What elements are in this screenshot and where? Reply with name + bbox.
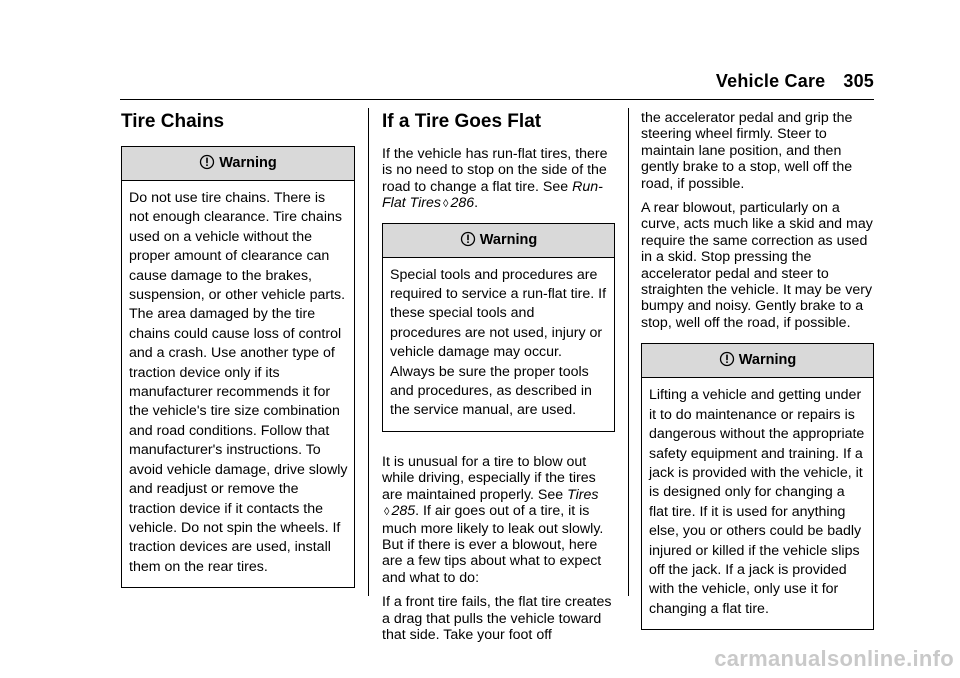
warning-title: Warning xyxy=(479,231,538,248)
warning-text: Do not use tire chains. There is not enough clearance. Tire chains used on a vehicle without the proper amount of clearance can cause damage to the brakes, suspension, or other vehicle parts. The area damaged by the tire chains could cause loss of control and a crash. Use another type of traction device only if its manufacturer recommends it for the vehicle's tire size combination and road conditions. Follow that manufacturer's instructions. To avoid vehicle damage, drive slowly and readjust or remove the traction device if it contacts the vehicle. Do not spin the wheels. If traction devices are used, install them on the rear tires. xyxy=(129,190,348,575)
warning-icon xyxy=(719,351,735,367)
intro-end: . xyxy=(474,195,479,212)
tire-chains-heading: Tire Chains xyxy=(121,111,225,132)
warning-icon xyxy=(460,231,476,247)
column-1 xyxy=(121,110,355,588)
warning-header xyxy=(383,224,614,258)
tires-page-ref[interactable]: 285 xyxy=(391,503,416,520)
blowout-text-start: It is unusual for a tire to blow out while driving, especially if the tires are maintained properly. See xyxy=(382,453,596,503)
warning-title: Warning xyxy=(738,352,797,369)
column-divider-1 xyxy=(368,108,369,596)
flat-tire-heading: If a Tire Goes Flat xyxy=(382,111,542,132)
warning-box-tire-chains xyxy=(121,146,355,588)
page-ref-symbol: ◊ xyxy=(384,506,390,519)
site-watermark: carmanualsonline.info xyxy=(714,646,954,671)
warning-box-jack xyxy=(641,343,874,630)
warning-text: Special tools and procedures are required to service a run-flat tire. If these special tools and procedures are not used, injury or vehicle damage may occur. Always be sure the proper tools and procedures, as described in the service manual, are used. xyxy=(390,266,607,419)
front-tire-paragraph: If a front tire fails, the flat tire creates a drag that pulls the vehicle toward that side. Take your foot off xyxy=(382,594,612,643)
run-flat-page-ref[interactable]: 286 xyxy=(450,195,475,212)
warning-header xyxy=(122,147,354,181)
blowout-paragraph xyxy=(382,454,615,586)
section-title: Vehicle Care xyxy=(715,71,826,91)
steering-paragraph: the accelerator pedal and grip the steering wheel firmly. Steer to maintain lane position, and then gently brake to a stop, well off the road, if possible. xyxy=(641,110,853,192)
header-rule xyxy=(120,99,874,100)
blowout-text-end: . If air goes out of a tire, it is much more likely to leak out slowly. But if there is ever a blowout, here are a few tips about what to expect and what to do: xyxy=(382,503,604,586)
warning-text: Lifting a vehicle and getting under it to do maintenance or repairs is dangerous without the appropriate safety equipment and training. If a jack is provided with the vehicle, it is designed only for changing a flat tire. If it is used for anything else, you or others could be badly injured or killed if the vehicle slips off the jack. If a jack is provided with the vehicle, only use it for changing a flat tire. xyxy=(649,387,865,617)
page-ref-symbol: ◊ xyxy=(443,198,449,211)
rear-blowout-paragraph: A rear blowout, particularly on a curve, acts much like a skid and may require the same correction as used in a skid. Stop pressing the accelerator pedal and steer to straighten the vehicle. It may be very bumpy and noisy. Gently brake to a stop, well off the road, if possible. xyxy=(641,200,873,331)
intro-paragraph xyxy=(382,146,615,213)
column-3 xyxy=(641,110,874,630)
warning-icon xyxy=(199,154,215,170)
warning-box-run-flat xyxy=(382,223,615,432)
run-flat-tires-link[interactable]: Run-Flat Tires xyxy=(382,178,603,212)
page-number: 305 xyxy=(843,71,874,91)
column-divider-2 xyxy=(628,108,629,596)
warning-header xyxy=(642,344,873,378)
warning-title: Warning xyxy=(219,155,277,171)
tires-link[interactable]: Tires xyxy=(567,486,599,503)
intro-text: If the vehicle has run-flat tires, there is no need to stop on the side of the road to change a flat tire. See xyxy=(382,146,608,195)
page-header xyxy=(716,71,874,92)
column-2 xyxy=(382,110,615,651)
